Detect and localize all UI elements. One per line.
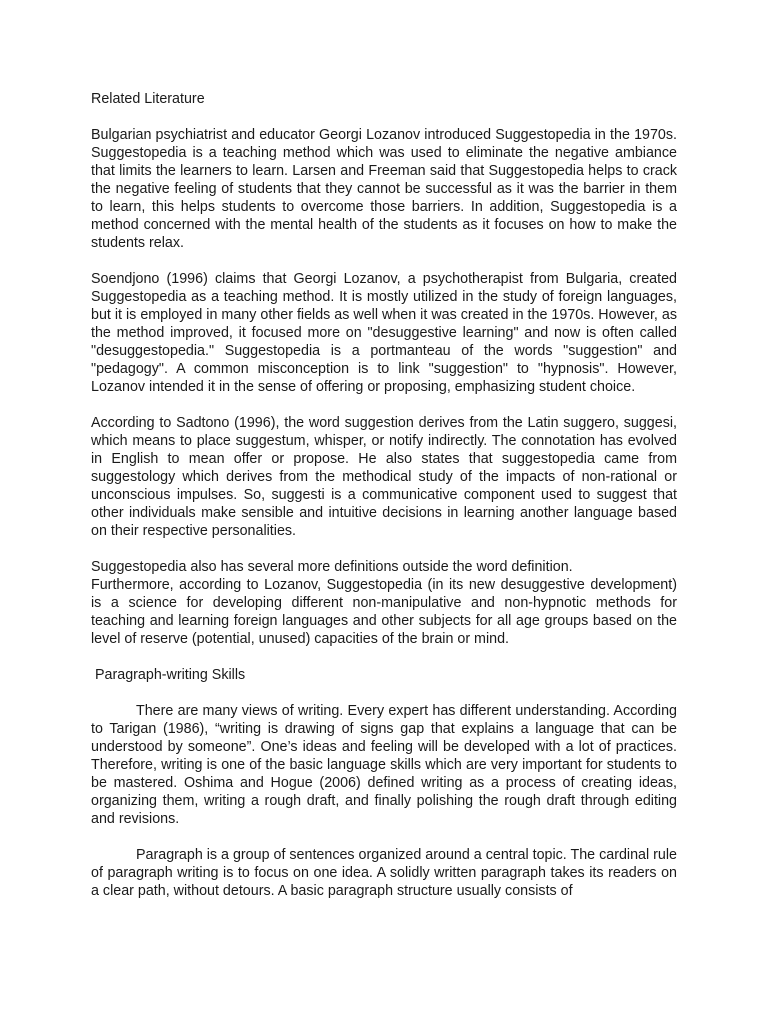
paragraph-furthermore: Furthermore, according to Lozanov, Suggestopedia (in its new desuggestive development) is a science for developing different non-manipulative and non-hypnotic methods for teaching and learning foreign languages and other subjects for all age groups based on the level of reserve (potential, unused) capacities of the brain or mind. <box>91 577 677 647</box>
paragraph-definition: Paragraph is a group of sentences organized around a central topic. The cardinal rule of paragraph writing is to focus on one idea. A solidly written paragraph takes its readers on a clear path, without detours. A basic paragraph structure usually consists of <box>91 847 677 899</box>
section-heading-related-literature: Related Literature <box>91 91 205 107</box>
document-body <box>91 90 677 918</box>
paragraph-views-of-writing: There are many views of writing. Every expert has different understanding. According to Tarigan (1986), “writing is drawing of signs gap that explains a language that can be understood by someone”. One’s ideas and feeling will be developed with a lot of practices. Therefore, writing is one of the basic language skills which are very important for students to be mastered. Oshima and Hogue (2006) defined writing as a process of creating ideas, organizing them, writing a rough draft, and finally polishing the rough draft through editing and revisions. <box>91 703 677 827</box>
paragraph-definitions-intro: Suggestopedia also has several more definitions outside the word definition. <box>91 559 573 575</box>
paragraph-soendjono: Soendjono (1996) claims that Georgi Lozanov, a psychotherapist from Bulgaria, created Suggestopedia as a teaching method. It is mostly utilized in the study of foreign languages, but it is employed in many other fields as well when it was created in the 1970s. However, as the method improved, it focused more on "desuggestive learning" and now is often called "desuggestopedia." Suggestopedia is a portmanteau of the words "suggestion" and "pedagogy". A common misconception is to link "suggestion" to "hypnosis". However, Lozanov intended it in the sense of offering or proposing, emphasizing student choice. <box>91 271 677 395</box>
paragraph-sadtono: According to Sadtono (1996), the word suggestion derives from the Latin suggero, suggesi, which means to place suggestum, whisper, or notify indirectly. The connotation has evolved in English to mean offer or propose. He also states that suggestopedia came from suggestology which derives from the methodical study of the impacts of non-rational or unconscious impulses. So, suggesti is a communicative component used to suggest that other individuals make sensible and intuitive decisions in learning another language based on their respective personalities. <box>91 415 677 539</box>
paragraph-lozanov-intro: Bulgarian psychiatrist and educator Georgi Lozanov introduced Suggestopedia in the 1970s. Suggestopedia is a teaching method which was used to eliminate the negative ambiance that limits the learners to learn. Larsen and Freeman said that Suggestopedia helps to crack the negative feeling of students that they cannot be successful as it was the barrier in them to learn, this helps students to overcome those barriers. In addition, Suggestopedia is a method concerned with the mental health of the students as it focuses on how to make the students relax. <box>91 127 677 251</box>
section-heading-paragraph-writing: Paragraph-writing Skills <box>95 667 246 683</box>
